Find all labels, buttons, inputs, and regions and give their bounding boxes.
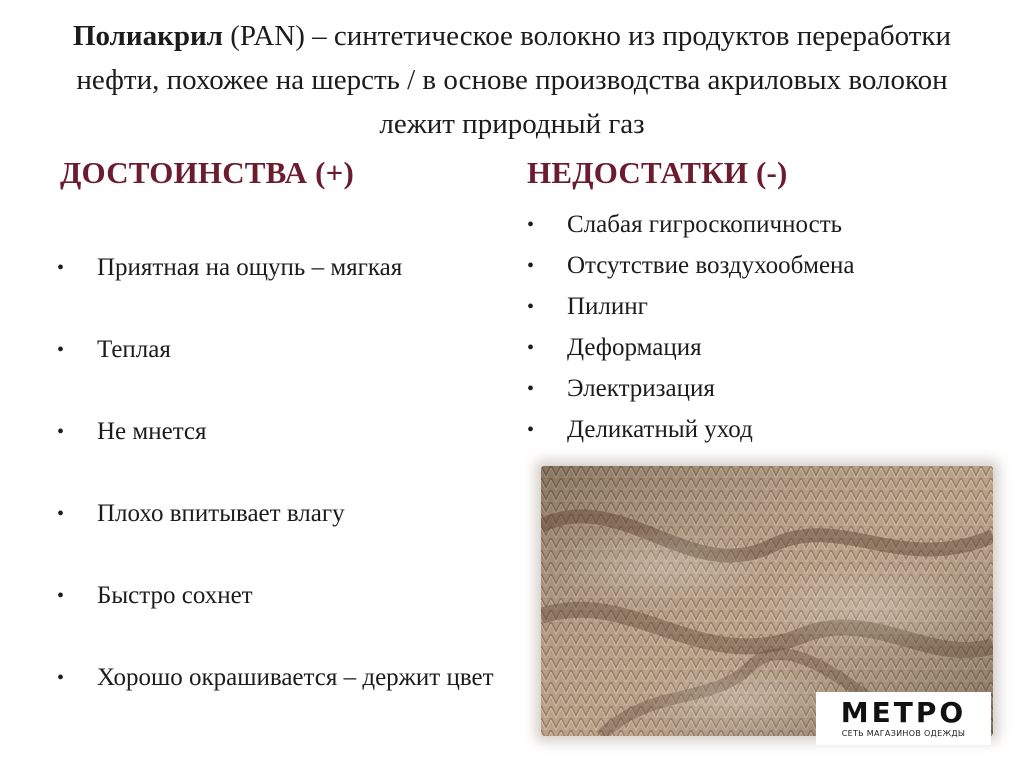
logo-name: МЕТРО [840, 696, 967, 729]
bullet-icon: • [57, 339, 65, 361]
list-item [57, 413, 507, 495]
list-item [527, 329, 997, 370]
list-item-text: Не мнется [97, 418, 207, 445]
cons-list [527, 206, 997, 452]
bullet-icon: • [527, 378, 535, 400]
list-item-text: Электризация [567, 375, 715, 402]
bullet-icon: • [57, 421, 65, 443]
list-item-text: Деликатный уход [567, 416, 753, 443]
bullet-icon: • [527, 419, 535, 441]
list-item-text: Отсутствие воздухообмена [567, 252, 855, 279]
title-definition: (PAN) – синтетическое волокно из продуктов переработки нефти, похожее на шерсть / в основе производства акриловых волокон лежит природный газ [76, 20, 952, 140]
bullet-icon: • [57, 667, 65, 689]
list-item [57, 331, 507, 413]
bullet-icon: • [527, 337, 535, 359]
list-item-text: Быстро сохнет [97, 582, 253, 609]
title-term: Полиакрил [72, 20, 223, 52]
bullet-icon: • [57, 257, 65, 279]
metro-logo [816, 692, 991, 745]
list-item-text: Плохо впитывает влагу [97, 500, 345, 527]
list-item-text: Хорошо окрашивается – держит цвет [97, 664, 494, 691]
slide-title [40, 14, 984, 146]
list-item-text: Слабая гигроскопичность [567, 211, 843, 238]
bullet-icon: • [57, 585, 65, 607]
bullet-icon: • [527, 255, 535, 277]
list-item [527, 206, 997, 247]
bullet-icon: • [527, 296, 535, 318]
pros-list [57, 249, 507, 741]
list-item [57, 577, 507, 659]
list-item [527, 411, 997, 452]
list-item [527, 288, 997, 329]
list-item-text: Пилинг [567, 293, 648, 320]
list-item [527, 247, 997, 288]
list-item-text: Теплая [97, 336, 171, 363]
pros-heading: ДОСТОИНСТВА (+) [60, 155, 355, 190]
list-item-text: Приятная на ощупь – мягкая [97, 254, 403, 281]
list-item-text: Деформация [567, 334, 702, 361]
list-item [527, 370, 997, 411]
list-item [57, 249, 507, 331]
list-item [57, 659, 507, 741]
list-item [57, 495, 507, 577]
bullet-icon: • [527, 214, 535, 236]
logo-tagline: СЕТЬ МАГАЗИНОВ ОДЕЖДЫ [841, 729, 966, 738]
bullet-icon: • [57, 503, 65, 525]
cons-heading: НЕДОСТАТКИ (-) [527, 155, 788, 190]
